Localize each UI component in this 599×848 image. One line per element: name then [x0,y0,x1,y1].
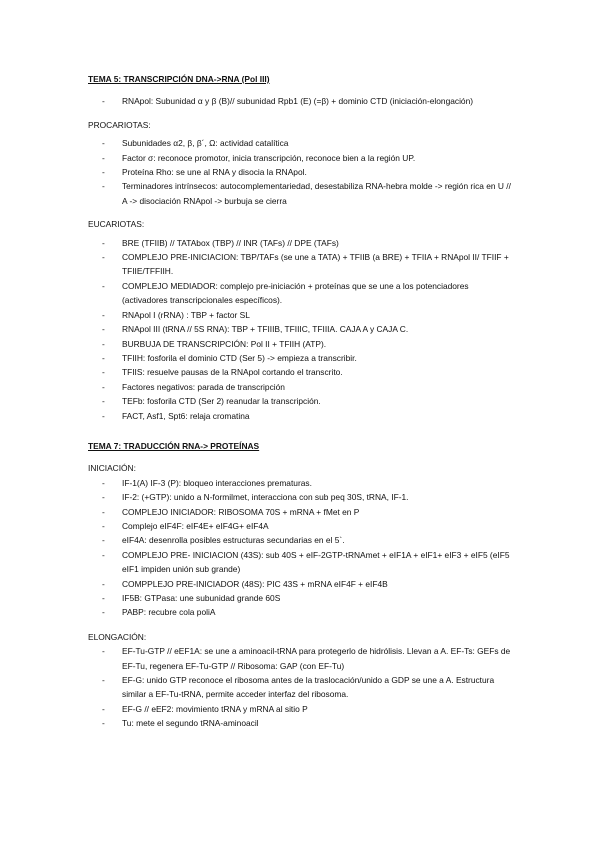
elongacion-heading: ELONGACIÓN: [88,631,147,642]
list-item: - Subunidades α2, β, β´, Ω: actividad catalítica [102,138,289,149]
eucariotas-list [88,236,513,423]
list-item: - EF-G: unido GTP reconoce el ribosoma antes de la traslocación/unido a GDP se une a A. Estructura similar a EF-Tu-tRNA, permite acceder interfaz del ribosoma. [102,675,495,700]
iniciacion-list [88,476,513,620]
list-item: - PABP: recubre cola poliA [102,607,216,618]
list-item: - TFIIS: resuelve pausas de la RNApol cortando el transcrito. [102,367,343,378]
list-item: - IF5B: GTPasa: une subunidad grande 60S [102,593,281,603]
list-item: - Tu: mete el segundo tRNA-aminoacil [102,718,259,729]
tema7-title: TEMA 7: TRADUCCIÓN RNA-> PROTEÍNAS [88,440,260,451]
list-item: - IF-1(A) IF-3 (P): bloqueo interacciones prematuras. [102,477,312,488]
list-item: - Complejo eIF4F: eIF4E+ eIF4G+ eIF4A [102,520,269,531]
list-item: - COMPLEJO INICIADOR: RIBOSOMA 70S + mRNA + fMet en P [102,506,360,517]
list-item: - RNApol III (tRNA // 5S RNA): TBP + TFIIIB, TFIIIC, TFIIIA. CAJA A y CAJA C. [102,324,409,335]
procariotas-list [88,136,513,208]
tema5-title: TEMA 5: TRANSCRIPCIÓN DNA->RNA (Pol III) [88,74,270,84]
elongacion-list [88,644,513,730]
iniciacion-heading: INICIACIÓN: [88,463,136,474]
list-item: - COMPLEJO PRE-INICIACION: TBP/TAFs (se une a TATA) + TFIIB (a BRE) + TFIIA + RNApol II/ TFIIF + TFIIE/TFFIIH. [102,252,509,277]
list-item: - Terminadores intrínsecos: autocomplementariedad, desestabiliza RNA-hebra molde -> región rica en U // A -> disociación RNApol -> burbuja se cierra [102,181,511,206]
list-item: - EF-G // eEF2: movimiento tRNA y mRNA al sitio P [102,703,308,714]
list-item: - EF-Tu-GTP // eEF1A: se une a aminoacil-tRNA para protegerlo de hidrólisis. Llevan a A. EF-Ts: GEFs de EF-Tu, regenera EF-Tu-GTP // Ribosoma: GAP (con EF-Tu) [102,646,511,671]
procariotas-heading: PROCARIOTAS: [88,119,151,130]
list-item: - Factores negativos: parada de transcripción [102,381,285,392]
list-item: - Factor σ: reconoce promotor, inicia transcripción, reconoce bien a la región UP. [102,152,416,163]
list-item: - COMPLEJO PRE- INICIACION (43S): sub 40S + eIF-2GTP-tRNAmet + eIF1A + eIF1+ eIF3 + eIF5 (eIF5 eIF1 impiden unión sub grande) [102,549,510,575]
list-item: - TFIIH: fosforila el dominio CTD (Ser 5) -> empieza a transcribir. [102,352,357,363]
tema5-intro-list [88,94,513,108]
list-item: - COMPPLEJO PRE-INICIADOR (48S): PIC 43S + mRNA eIF4F + eIF4B [102,578,388,589]
list-item: - TEFb: fosforila CTD (Ser 2) reanudar la transcripción. [102,396,321,407]
list-item: - COMPLEJO MEDIADOR: complejo pre-iniciación + proteínas que se une a los potenciadores (activadores transcripcionales específicos). [102,280,469,306]
list-item: - eIF4A: desenrolla posibles estructuras secundarias en el 5`. [102,535,345,546]
list-item: - IF-2: (+GTP): unido a N-formilmet, interacciona con sub peq 30S, tRNA, IF-1. [102,492,409,503]
list-item: - Proteína Rho: se une al RNA y disocia la RNApol. [102,167,307,178]
list-item: - RNApol I (rRNA) : TBP + factor SL [102,309,250,320]
list-item: - BURBUJA DE TRANSCRIPCIÓN: Pol II + TFIIH (ATP). [102,338,327,349]
list-item: - RNApol: Subunidad α y β (B)// subunidad Rpb1 (E) (=β) + dominio CTD (iniciación-elongación) [102,96,474,107]
list-item: - BRE (TFIIB) // TATAbox (TBP) // INR (TAFs) // DPE (TAFs) [102,237,339,248]
document-body [88,72,513,731]
eucariotas-heading: EUCARIOTAS: [88,219,145,230]
list-item: - FACT, Asf1, Spt6: relaja cromatina [102,410,250,421]
